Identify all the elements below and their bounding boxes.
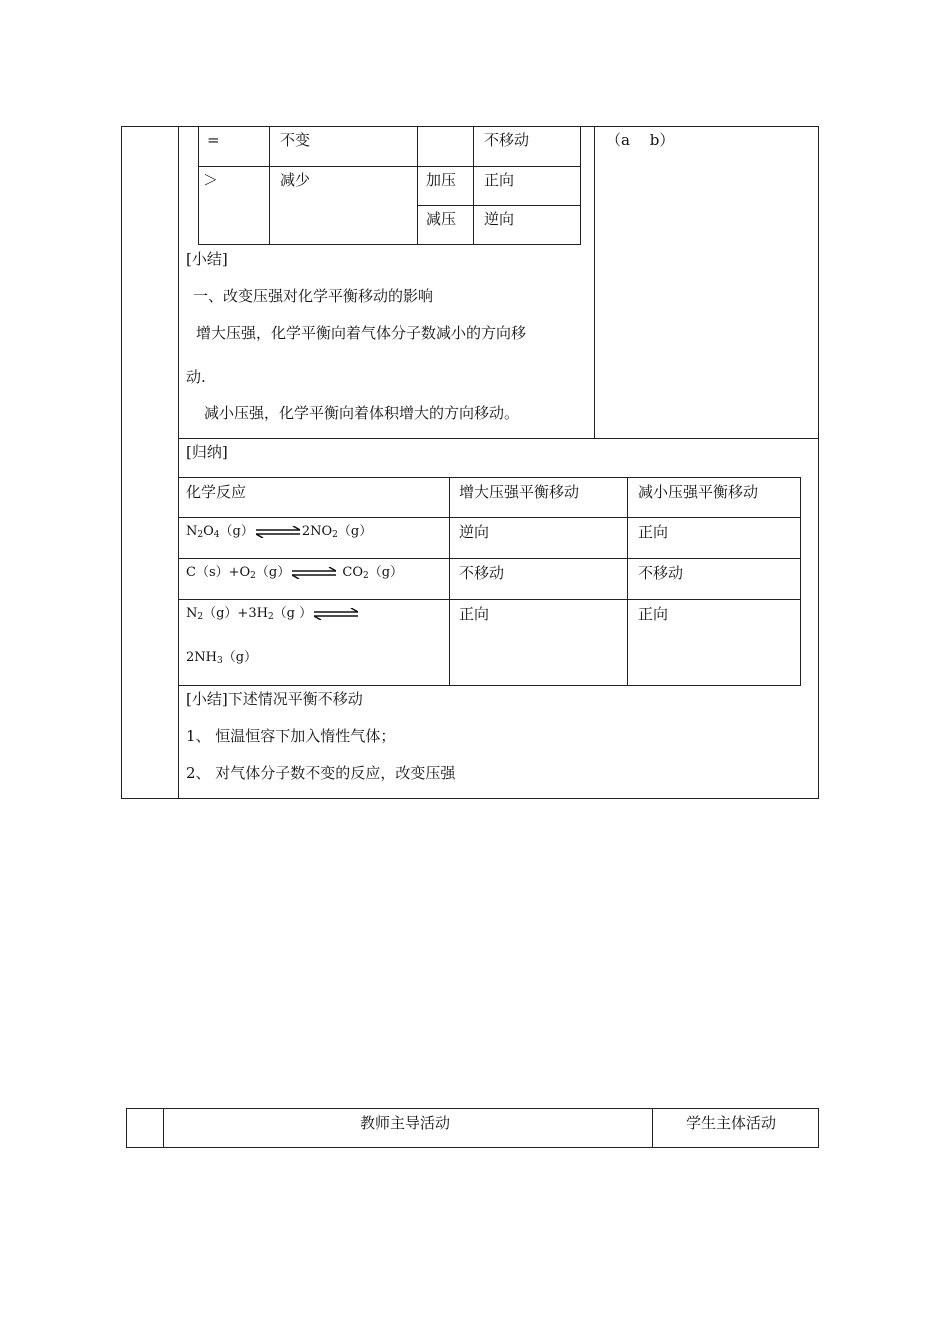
teacher-activity-header: 教师主导活动 [360,1114,451,1132]
summary2-heading: [小结]下述情况平衡不移动 [186,690,363,708]
cell-reverse: 逆向 [484,210,515,228]
summary2-item1: 1、 恒温恒容下加入惰性气体； [186,727,396,745]
r2-decrease: 不移动 [638,564,684,582]
equilibrium-arrow-icon [256,526,300,538]
header-decrease-pressure: 减小压强平衡移动 [638,483,759,501]
header-increase-pressure: 增大压强平衡移动 [459,483,580,501]
reaction-ammonia: $N_2(g)+3H_2(g$ ） [186,605,360,626]
summary1-line2b: 动. [186,368,206,386]
summary1-line1: 一、改变压强对化学平衡移动的影响 [193,287,434,305]
equilibrium-arrow-icon [292,567,336,579]
equilibrium-arrow-icon [314,608,358,620]
reaction-n2o4: $N_2O_4(g)$ $2NO_2(g)$ [186,524,373,540]
cell-pressurize: 加压 [426,171,457,189]
cell-depressurize: 减压 [426,210,457,228]
right-note: （a b） [606,131,675,149]
cell-equal-sign: = [207,131,220,149]
r1-decrease: 正向 [638,523,669,541]
reaction-ammonia-product: $2NH_3(g)$ [186,650,258,666]
summary2-item2: 2、 对气体分子数不变的反应，改变压强 [186,764,456,782]
induction-heading: [归纳] [186,443,228,461]
r1-increase: 逆向 [459,523,490,541]
cell-greater-sign: ＞ [203,171,219,189]
r2-increase: 不移动 [459,564,505,582]
r3-decrease: 正向 [638,605,669,623]
summary1-line3: 减小压强，化学平衡向着体积增大的方向移动。 [204,404,520,422]
summary1-line2a: 增大压强，化学平衡向着气体分子数减小的方向移 [196,324,527,342]
header-reaction: 化学反应 [186,483,247,501]
cell-forward: 正向 [484,171,515,189]
cell-no-shift: 不移动 [484,131,530,149]
student-activity-header: 学生主体活动 [686,1114,777,1132]
cell-decrease: 减少 [280,171,311,189]
cell-unchanged: 不变 [280,131,311,149]
summary1-heading: [小结] [186,250,228,268]
reaction-carbon: $C(s)+O_2(g)$ $CO_2(g)$ [186,565,404,581]
r3-increase: 正向 [459,605,490,623]
